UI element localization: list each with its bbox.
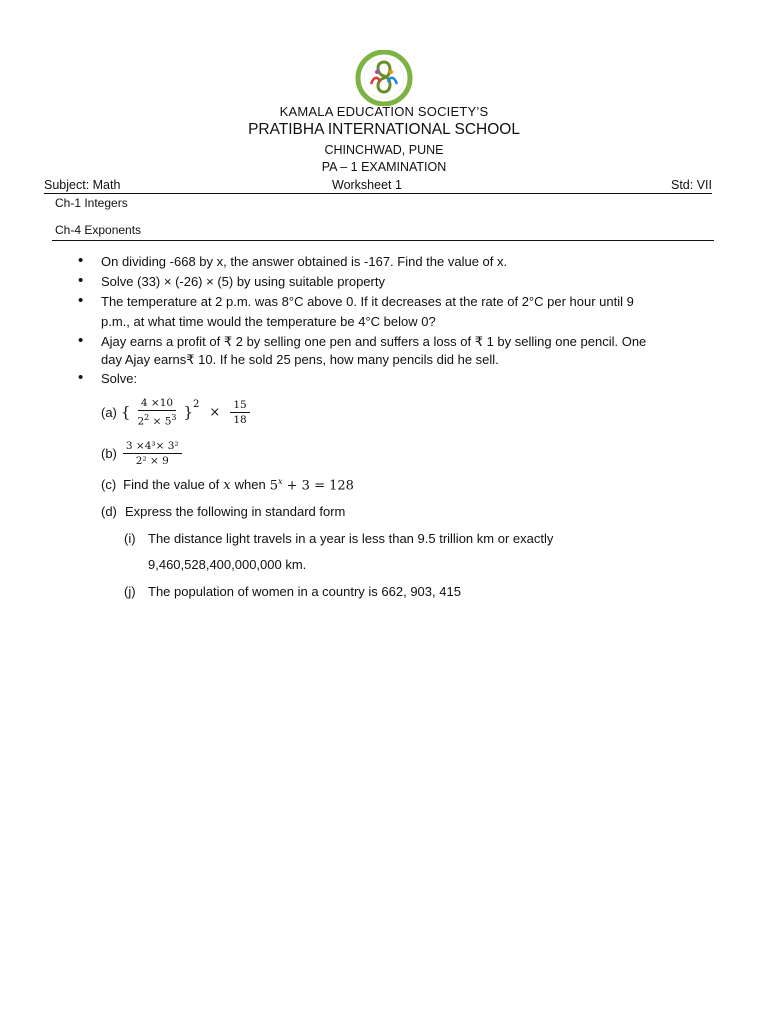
question-1: On dividing -668 by x, the answer obtained is -167. Find the value of x. xyxy=(101,254,508,269)
bullet xyxy=(78,252,83,269)
school-logo xyxy=(354,50,414,106)
question-3-line-2: p.m., at what time would the temperature be 4°C below 0? xyxy=(101,314,436,329)
question-4-line-1: Ajay earns a profit of ₹ 2 by selling one pen and suffers a loss of ₹ 1 by selling one pencil. One xyxy=(101,334,647,349)
worksheet-label: Worksheet 1 xyxy=(332,178,402,192)
part-b xyxy=(101,436,182,470)
question-2: Solve (33) × (-26) × (5) by using suitable property xyxy=(101,274,385,289)
part-i-line-1: The distance light travels in a year is less than 9.5 trillion km or exactly xyxy=(148,531,554,546)
part-c-var: x xyxy=(223,478,231,494)
bullet xyxy=(78,272,83,289)
part-b-numerator: 3 ×4³× 3² xyxy=(123,440,182,454)
part-c-when: when xyxy=(234,477,266,493)
society-name: KAMALA EDUCATION SOCIETY’S xyxy=(279,104,489,119)
close-brace: }$^2$ xyxy=(183,399,200,421)
chapter-1: Ch-1 Integers xyxy=(55,196,128,210)
part-a xyxy=(101,394,250,430)
part-j-label: (j) xyxy=(124,584,136,599)
part-d-text: Express the following in standard form xyxy=(125,504,346,519)
question-3-line-1: The temperature at 2 p.m. was 8°C above 0. If it decreases at the rate of 2°C per hour until 9 xyxy=(101,294,634,309)
part-a-fraction xyxy=(134,397,179,428)
part-a-fraction-2: $\frac{15}{18}$ xyxy=(230,399,249,426)
school-name: PRATIBHA INTERNATIONAL SCHOOL xyxy=(248,121,520,138)
part-i-label: (i) xyxy=(124,531,136,546)
divider xyxy=(52,240,714,241)
times-sign: × xyxy=(209,404,221,420)
part-d-label: (d) xyxy=(101,504,117,519)
question-5: Solve: xyxy=(101,371,138,386)
std-label: Std: VII xyxy=(671,178,712,192)
bullet xyxy=(78,292,83,309)
question-4-line-2: day Ajay earns₹ 10. If he sold 25 pens, how many pencils did he sell. xyxy=(101,352,499,367)
bullet xyxy=(78,369,83,386)
part-i-line-2: 9,460,528,400,000,000 km. xyxy=(148,557,307,572)
part-a-label: (a) xyxy=(101,404,117,420)
part-b-label: (b) xyxy=(101,445,117,461)
chapter-2: Ch-4 Exponents xyxy=(55,223,142,237)
part-b-fraction xyxy=(123,440,182,467)
part-j-text: The population of women in a country is 662, 903, 415 xyxy=(148,584,461,599)
bullet xyxy=(78,332,83,349)
open-brace: { xyxy=(120,403,131,421)
part-c-text: Find the value of xyxy=(123,477,220,493)
subject-label: Subject: Math xyxy=(44,178,121,192)
part-b-denominator: 2² × 9 xyxy=(135,454,169,467)
part-c-label: (c) xyxy=(101,477,117,493)
exam-title: PA – 1 EXAMINATION xyxy=(321,160,447,174)
part-a-numerator: 4 ×10 xyxy=(138,397,176,411)
part-c xyxy=(101,477,354,493)
meta-row xyxy=(44,177,712,194)
part-c-expression: 5$^x$ + 3 = 128 xyxy=(269,477,354,494)
part-a-denominator: $2^2 \times 5^3$ xyxy=(137,412,177,428)
school-location: CHINCHWAD, PUNE xyxy=(324,143,444,157)
